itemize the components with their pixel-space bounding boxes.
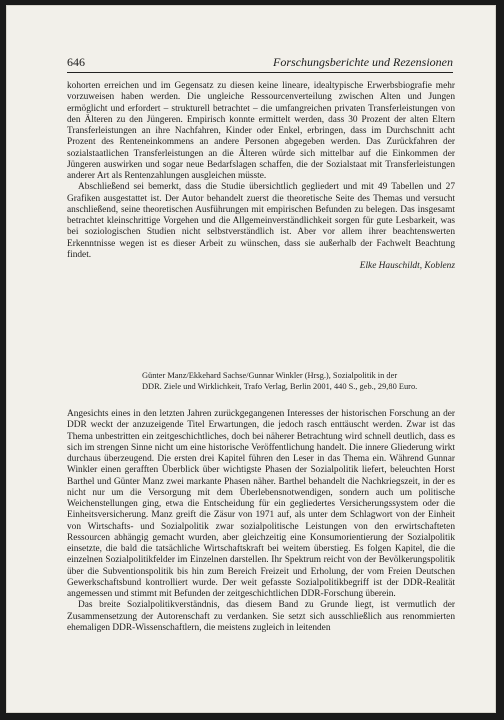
book-page xyxy=(6,5,496,713)
previous-review-text xyxy=(67,81,455,272)
new-review-paragraph-2: Das breite Sozialpolitikverständnis, das diesem Band zu Grunde liegt, ist vermutlich der Zusammensetzung der Autorenschaft zu verdanken. Sie setzt sich ausschließlich aus renommierten ehemaligen DDR-Wissenschaftlern, die meistens zugleich in leitenden xyxy=(67,600,455,633)
page-number: 646 xyxy=(67,55,85,69)
citation-line-authors-title: Günter Manz/Ekkehard Sachse/Gunnar Winkler (Hrsg.), Sozialpolitik in der xyxy=(142,371,398,380)
previous-review-paragraph-2: Abschließend sei bemerkt, dass die Studie übersichtlich gegliedert und mit 49 Tabellen und 27 Grafiken ausgestattet ist. Der Autor behandelt zuerst die theoretische Seite des Themas und versucht anschließend, seine theoretischen Ausführungen mit empirischen Befunden zu belegen. Das insgesamt betrachtet kleinschrittige Vorgehen und die Allgemeinverständlichkeit sorgen für gute Lesbarkeit, was bei soziologischen Studien nicht selbstverständlich ist. Aber vor allem ihrer beachtenswerten Erkenntnisse wegen ist es dieser Arbeit zu wünschen, dass sie außerhalb der Fachwelt Beachtung findet. xyxy=(67,182,455,260)
book-citation xyxy=(142,370,456,392)
citation-line-publication: DDR. Ziele und Wirklichkeit, Trafo Verlag, Berlin 2001, 440 S., geb., 29,80 Euro. xyxy=(142,382,418,391)
review-signature: Elke Hauschildt, Koblenz xyxy=(359,261,455,271)
new-review-paragraph-1: Angesichts eines in den letzten Jahren zurückgegangenen Interesses der historischen Forschung an der DDR weckt der anzuzeigende Titel Erwartungen, die jedoch rasch enttäuscht werden. Zwar ist das Thema unbestritten ein zeitgeschichtliches, doch bei näherer Betrachtung wird schnell deutlich, dass es sich im strengen Sinne nicht um eine historische Veröffentlichung handelt. Die innere Gliederung wirkt durchaus überzeugend. Die ersten drei Kapitel führen den Leser in das Thema ein. Während Gunnar Winkler einen gerafften Überblick über wichtigste Phasen der Sozialpolitik liefert, beleuchten Horst Barthel und Günter Manz zwei markante Phasen näher. Barthel behandelt die Nachkriegszeit, in der es nicht nur um die Versorgung mit dem Überlebensnotwendigen, sondern auch um politische Weichenstellungen ging, etwa die Entscheidung für ein gegliedertes Versicherungssystem oder die Einheitsversicherung. Manz greift die Zäsur von 1971 auf, als unter dem Schlagwort von der Einheit von Wirtschafts- und Sozialpolitik zwar sozialpolitische Leistungen von den erwirtschafteten Ressourcen abhängig gemacht wurden, aber gleichzeitig eine Konsumorientierung der Sozialpolitik einsetzte, die bald die tatsächliche Wirtschaftskraft bei weitem überstieg. Es folgen Kapitel, die die einzelnen Sozialpolitikfelder im Einzelnen darstellen. Ihr Spektrum reicht von der Bevölkerungspolitik über die Subventionspolitik bis hin zum Bereich Freizeit und Erholung, der vom Freien Deutschen Gewerkschaftsbund kontrolliert wurde. Der weit gefasste Sozialpolitikbegriff ist der DDR-Realität angemessen und stimmt mit Befunden der zeitgeschichtlichen DDR-Forschung überein. xyxy=(67,409,455,599)
running-head-title: Forschungsberichte und Rezensionen xyxy=(273,55,453,69)
running-header xyxy=(67,54,453,73)
previous-review-paragraph-1: kohorten erreichen und im Gegensatz zu diesen keine lineare, idealtypische Erwerbsbiografie mehr vorzuweisen haben werden. Die ungleiche Ressourcenverteilung zwischen Alten und Jungen ermöglicht und erfordert – strukturell betrachtet – die umfangreichen privaten Transferleistungen von den Älteren zu den Jüngeren. Empirisch konnte ermittelt werden, dass 30 Prozent der alten Eltern Transferleistungen an ihre Nachfahren, Kinder oder Enkel, erbringen, dass im Durchschnitt acht Prozent des Renteneinkommens an andere Personen abgegeben werden. Das Zurückfahren der sozialstaatlichen Transferleistungen an die Älteren würde sich mittelbar auf die Einkommen der Jüngeren auswirken und sogar neue Bedarfslagen schaffen, die der Sozialstaat mit Transferleistungen anderer Art als Rentenzahlungen ausgleichen müsste. xyxy=(67,81,455,181)
new-review-text xyxy=(67,409,455,634)
